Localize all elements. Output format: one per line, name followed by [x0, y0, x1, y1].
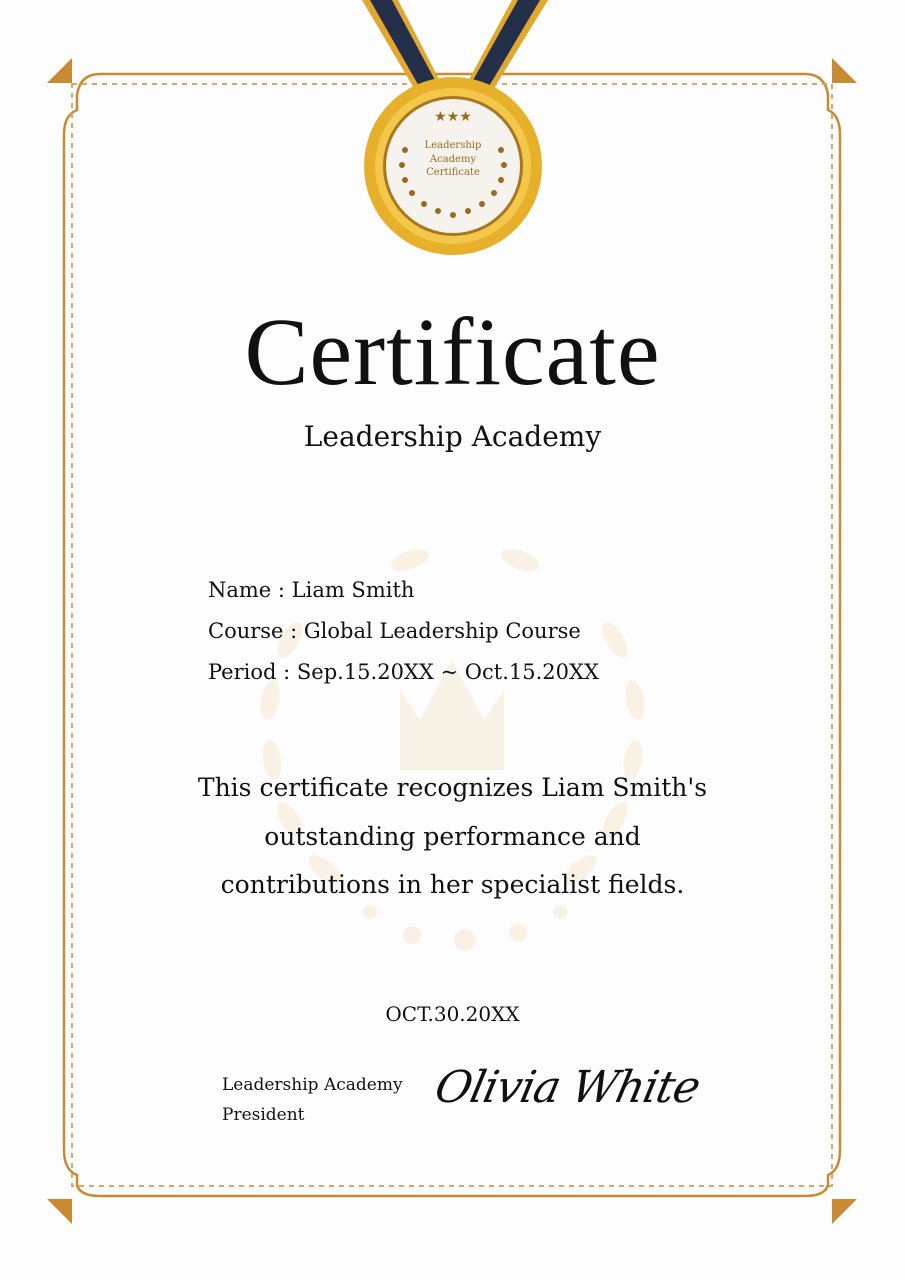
svg-text:★★★: ★★★	[434, 109, 472, 125]
certificate-title: Certificate	[244, 298, 661, 405]
signer-org: Leadership Academy	[222, 1075, 403, 1095]
body-line: This certificate recognizes Liam Smith's	[197, 773, 708, 802]
star-icon	[363, 905, 567, 951]
certificate-subtitle: Leadership Academy	[303, 420, 602, 453]
course-name: Course : Global Leadership Course	[208, 619, 581, 643]
issue-date: OCT.30.20XX	[385, 1002, 520, 1026]
recipient-info	[208, 570, 599, 693]
course-period: Period : Sep.15.20XX ~ Oct.15.20XX	[208, 660, 599, 684]
signature: Olivia White	[430, 1062, 705, 1113]
medal-icon	[362, 0, 548, 255]
body-line: contributions in her specialist fields.	[220, 870, 685, 899]
recipient-name: Name : Liam Smith	[208, 578, 415, 602]
body-line: outstanding performance and	[264, 821, 641, 851]
certificate-body	[0, 764, 905, 910]
signer-role: President	[222, 1105, 305, 1125]
medal-label-line: Certificate	[426, 167, 480, 178]
medal-label-line: Academy	[429, 153, 477, 165]
signer-title	[222, 1070, 403, 1130]
medal-label-line: Leadership	[424, 140, 482, 151]
medal-label	[393, 139, 513, 180]
